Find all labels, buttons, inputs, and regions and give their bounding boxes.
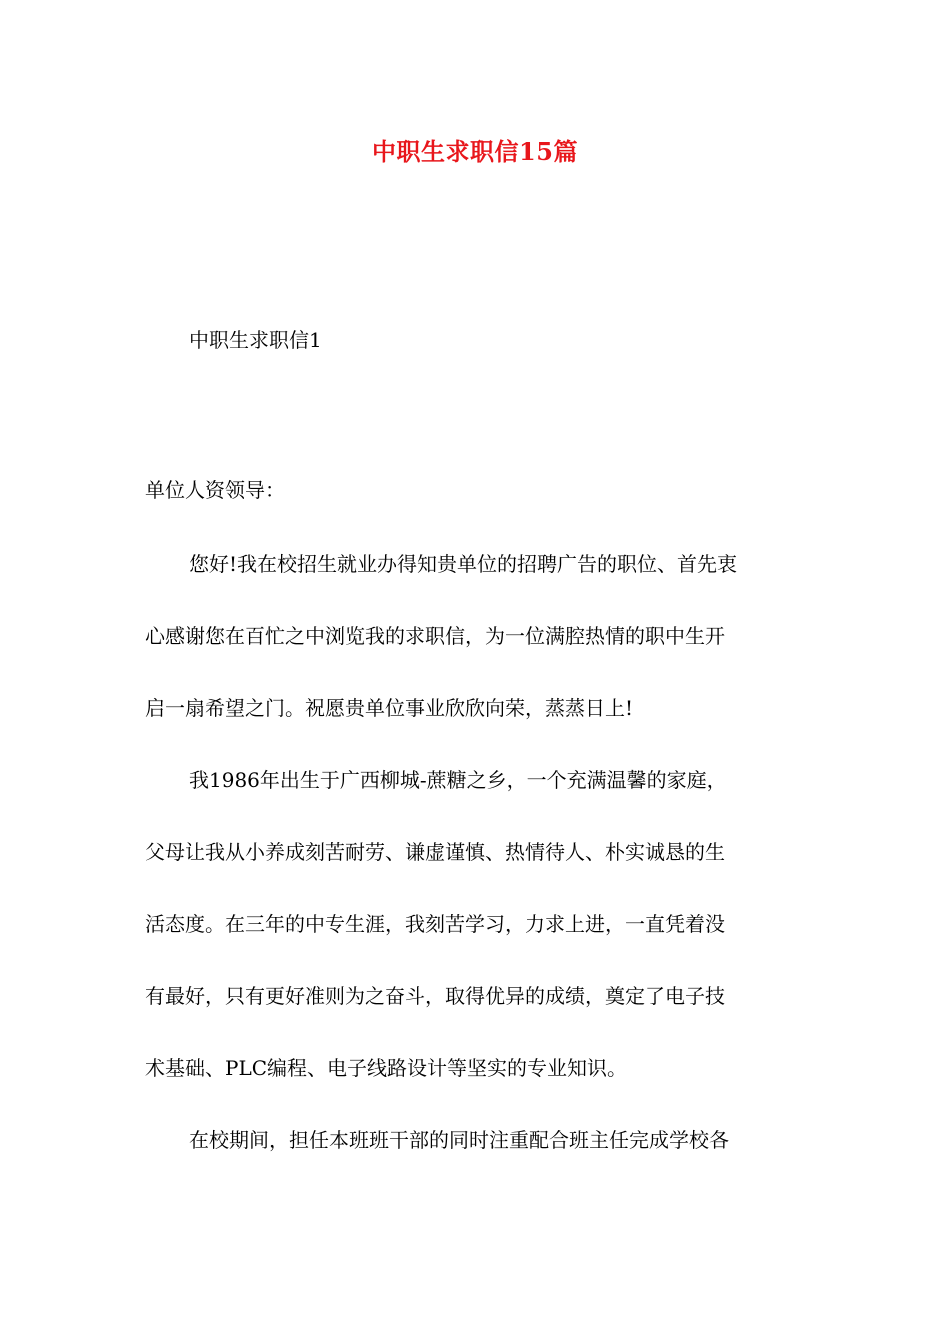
paragraph-2-line-3: 活态度。在三年的中专生涯，我刻苦学习，力求上进，一直凭着没 bbox=[145, 912, 725, 936]
paragraph-1-line-1: 您好!我在校招生就业办得知贵单位的招聘广告的职位、首先衷 bbox=[189, 552, 738, 576]
paragraph-1-line-2: 心感谢您在百忙之中浏览我的求职信，为一位满腔热情的职中生开 bbox=[145, 624, 725, 648]
paragraph-2-line-5: 术基础、PLC编程、电子线路设计等坚实的专业知识。 bbox=[145, 1056, 628, 1080]
letter-body bbox=[145, 548, 810, 1196]
paragraph-3-line-1: 在校期间，担任本班班干部的同时注重配合班主任完成学校各 bbox=[189, 1128, 729, 1152]
section-heading: 中职生求职信1 bbox=[189, 328, 322, 352]
paragraph-2-line-1: 我1986年出生于广西柳城-蔗糖之乡，一个充满温馨的家庭， bbox=[189, 768, 727, 792]
salutation: 单位人资领导： bbox=[145, 478, 285, 502]
paragraph-1-line-3: 启一扇希望之门。祝愿贵单位事业欣欣向荣，蒸蒸日上! bbox=[145, 696, 634, 720]
paragraph-2-line-2: 父母让我从小养成刻苦耐劳、谦虚谨慎、热情待人、朴实诚恳的生 bbox=[145, 840, 725, 864]
paragraph-2-line-4: 有最好，只有更好准则为之奋斗，取得优异的成绩，奠定了电子技 bbox=[145, 984, 725, 1008]
document-title: 中职生求职信15篇 bbox=[372, 137, 578, 166]
